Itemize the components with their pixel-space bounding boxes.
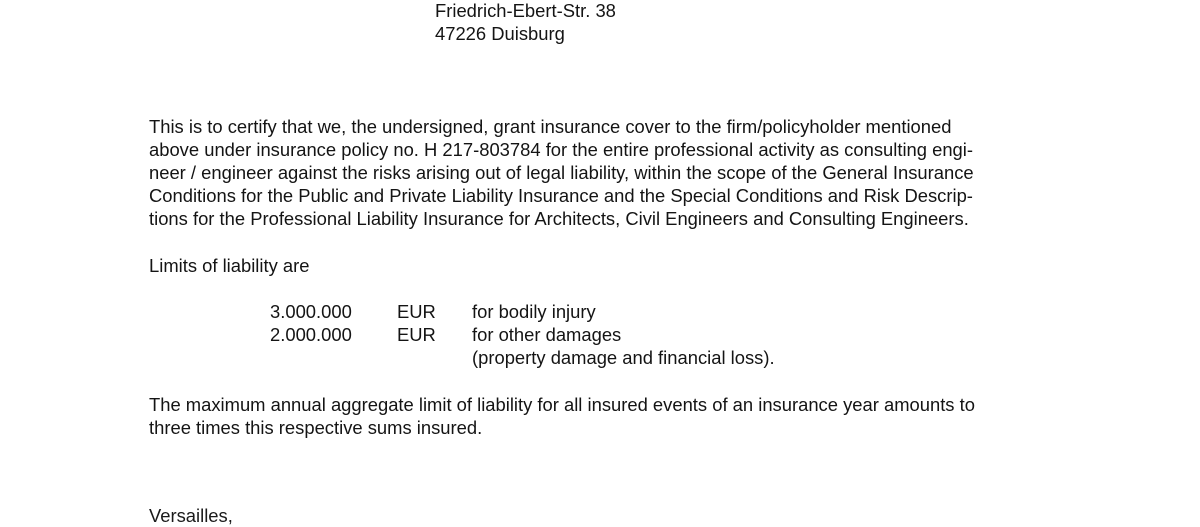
limit-description-bodily: for bodily injury [472,301,596,322]
limit-currency-other: EUR [397,324,436,345]
limit-description-note: (property damage and financial loss). [472,347,775,368]
certification-paragraph [149,115,1079,230]
certification-line: above under insurance policy no. H 217-803784 for the entire professional activity as consulting engi- [149,139,973,160]
limits-intro-text: Limits of liability are [149,255,310,276]
address-city: 47226 Duisburg [435,23,565,44]
aggregate-paragraph [149,393,1079,439]
cutoff-place-date: Versailles, [149,505,238,526]
limit-currency-bodily: EUR [397,301,436,322]
certification-line: neer / engineer against the risks arising out of legal liability, within the scope of the General Insurance [149,162,974,183]
limit-description-other: for other damages [472,324,622,345]
aggregate-line: three times this respective sums insured. [149,417,483,438]
certification-line: This is to certify that we, the undersigned, grant insurance cover to the firm/policyholder mentioned [149,116,952,137]
limits-intro [149,254,1079,277]
aggregate-line: The maximum annual aggregate limit of liability for all insured events of an insurance year amounts to [149,394,975,415]
certification-line: tions for the Professional Liability Insurance for Architects, Civil Engineers and Consulting Engineers. [149,208,969,229]
limit-amount-other: 2.000.000 [270,324,352,345]
certification-line: Conditions for the Public and Private Liability Insurance and the Special Conditions and Risk Descrip- [149,185,973,206]
limit-amount-bodily: 3.000.000 [270,301,352,322]
address-street: Friedrich-Ebert-Str. 38 [435,0,616,21]
